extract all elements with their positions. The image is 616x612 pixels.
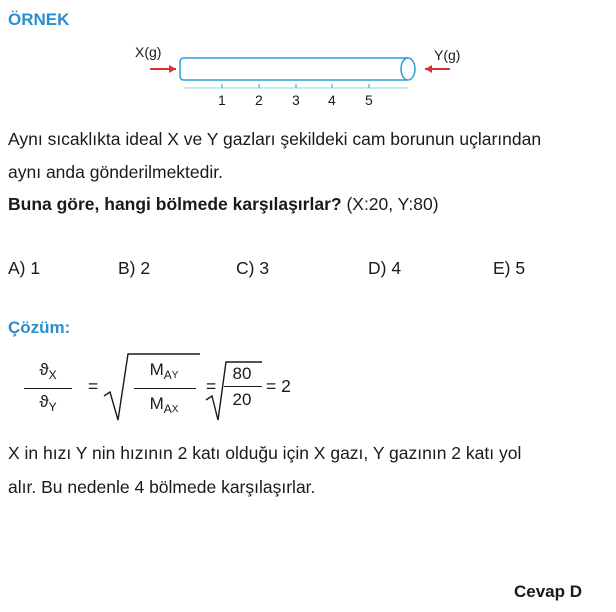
x-gas-label: X(g)	[135, 44, 162, 60]
y-gas-label: Y(g)	[434, 47, 461, 63]
question-prompt	[8, 189, 439, 219]
fraction-bar-1	[24, 388, 72, 389]
answer-label: Cevap D	[514, 582, 583, 601]
theta-y: $ϑ_Y$	[39, 392, 57, 414]
example-title: ÖRNEK	[8, 10, 70, 29]
option-a[interactable]: A) 1	[8, 258, 41, 278]
solution-line-1: X in hızı Y nin hızının 2 katı olduğu için X gazı, Y gazının 2 katı yol	[8, 443, 522, 463]
right-arrow-head	[425, 65, 432, 73]
option-c[interactable]: C) 3	[236, 258, 270, 278]
solution-formula	[10, 352, 310, 432]
glass-tube	[180, 58, 415, 80]
tick-label-1: 1	[218, 92, 226, 108]
option-e[interactable]: E) 5	[493, 258, 526, 278]
solution-heading: Çözüm:	[8, 318, 71, 337]
result: = 2	[266, 376, 291, 396]
question-given: (X:20, Y:80)	[341, 194, 439, 214]
left-arrow-head	[169, 65, 176, 73]
tick-label-2: 2	[255, 92, 263, 108]
tick-label-3: 3	[292, 92, 300, 108]
option-b[interactable]: B) 2	[118, 258, 151, 278]
option-d[interactable]: D) 4	[368, 258, 402, 278]
theta-x: $ϑ_X$	[39, 360, 57, 382]
tick-label-5: 5	[365, 92, 373, 108]
question-line-2: aynı anda gönderilmektedir.	[8, 162, 223, 182]
fraction-bar-2	[134, 388, 196, 389]
solution-line-2: alır. Bu nedenle 4 bölmede karşılaşırlar.	[8, 477, 316, 497]
equals-2: =	[206, 376, 217, 396]
tick-marks	[222, 84, 369, 88]
question-bold: Buna göre, hangi bölmede karşılaşırlar?	[8, 194, 342, 214]
molar-mass-ay: $M_AY$	[149, 360, 179, 382]
denominator-20: 20	[232, 390, 252, 409]
question-line-1: Aynı sıcaklıkta ideal X ve Y gazları şekildeki cam borunun uçlarından	[8, 129, 542, 149]
molar-mass-ax: $M_AX$	[149, 394, 179, 416]
equals-1: =	[88, 376, 99, 396]
fraction-bar-3	[224, 386, 262, 387]
tube-diagram	[120, 40, 480, 120]
numerator-80: 80	[232, 364, 252, 383]
tick-label-4: 4	[328, 92, 336, 108]
